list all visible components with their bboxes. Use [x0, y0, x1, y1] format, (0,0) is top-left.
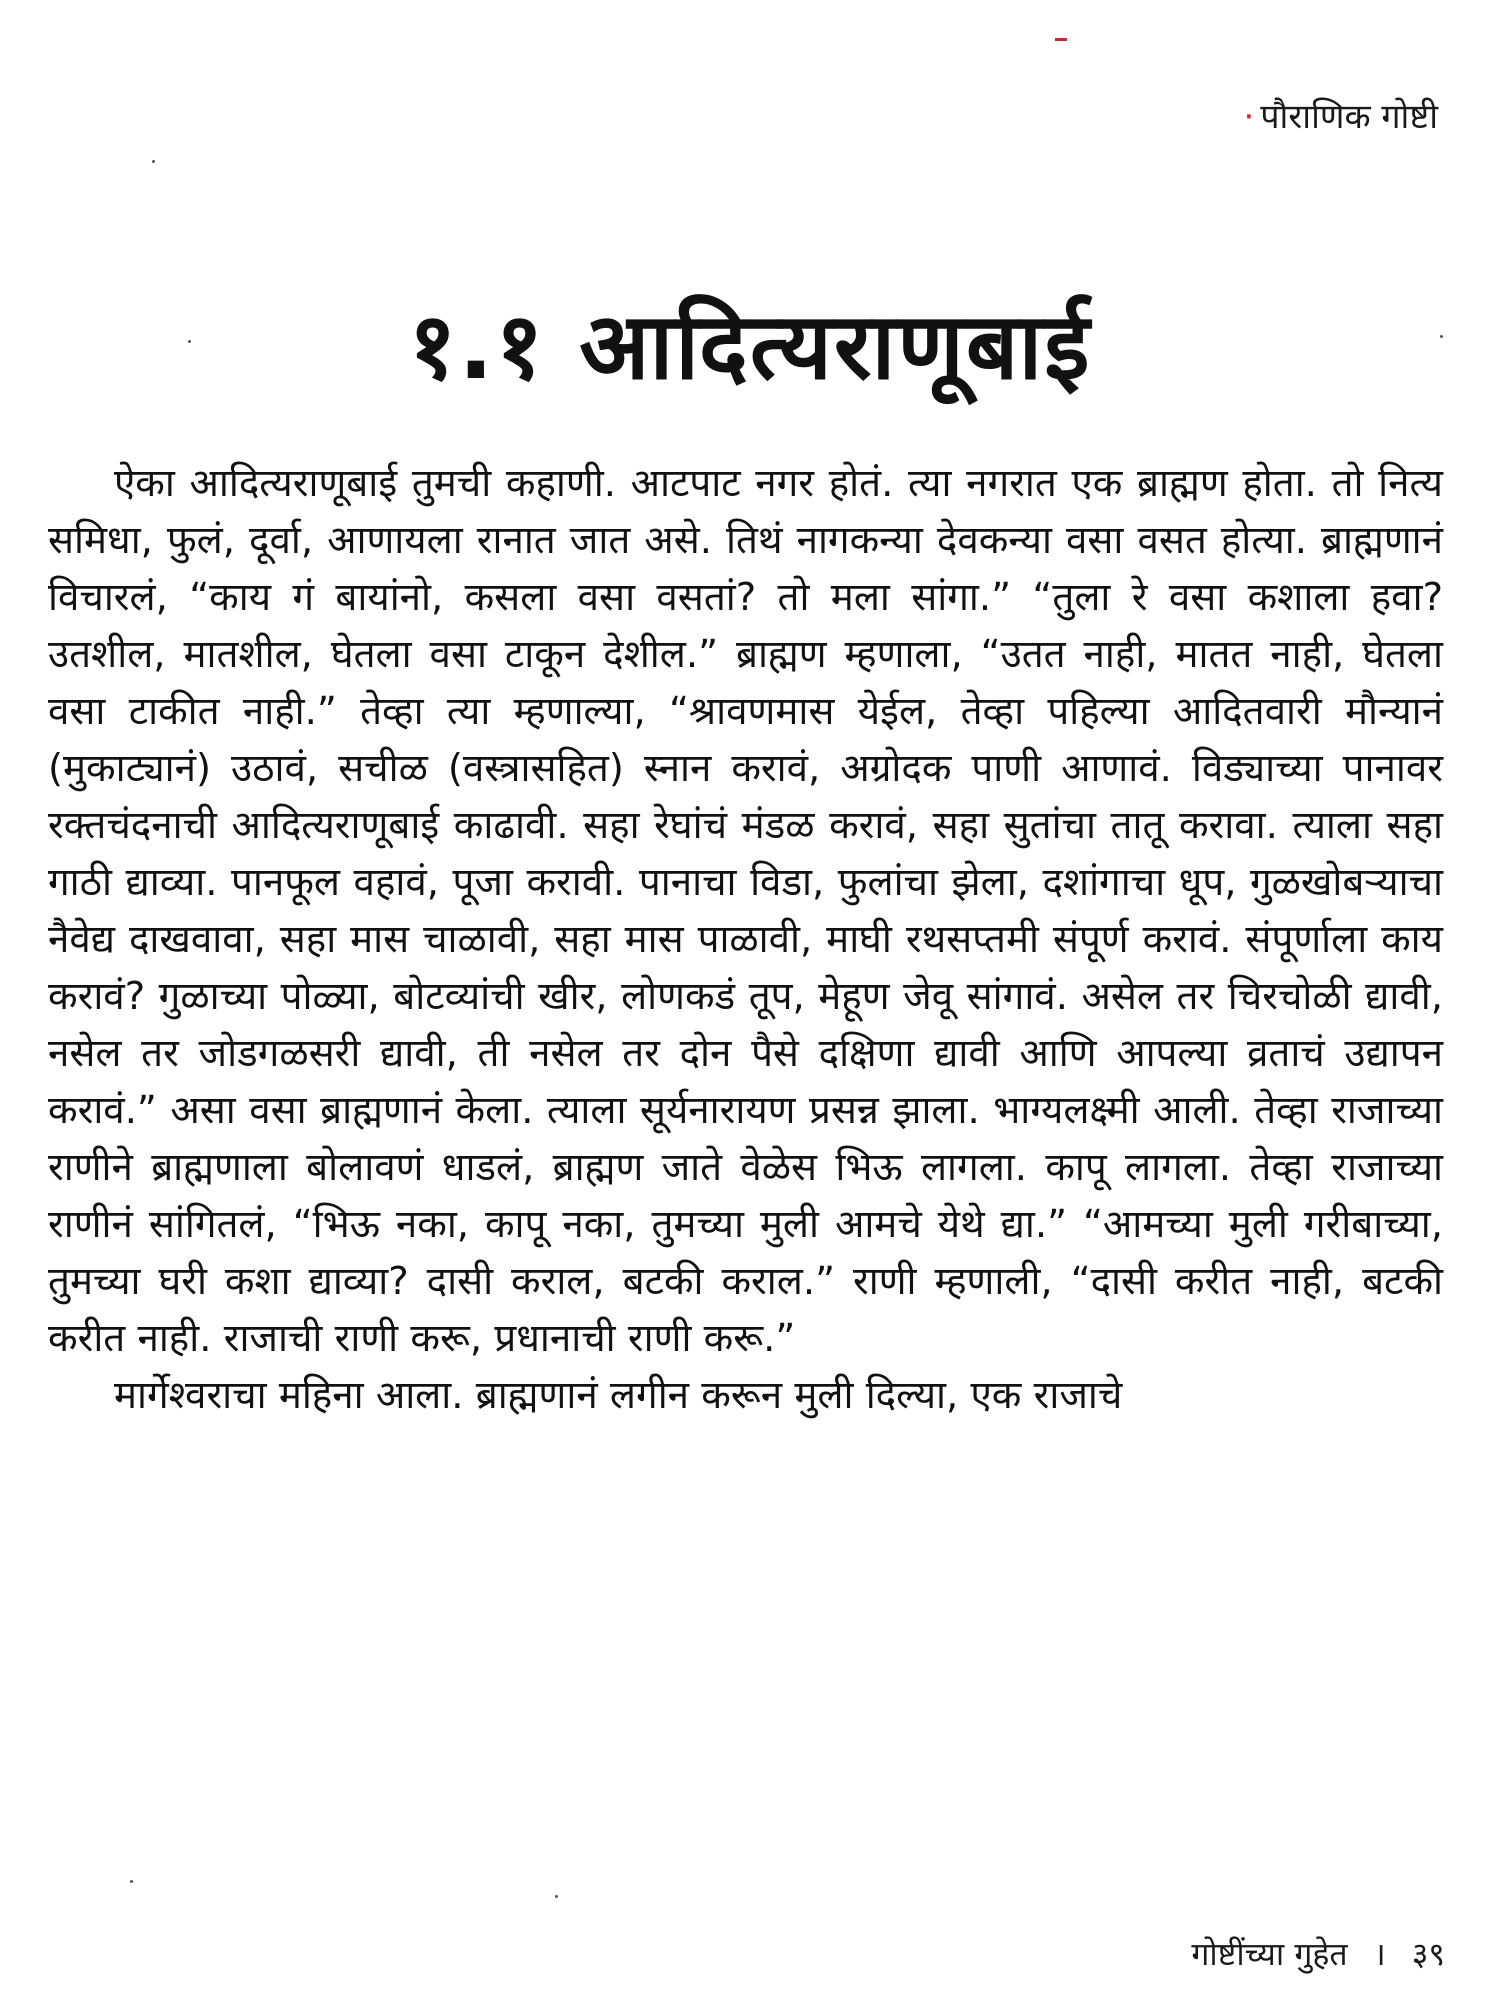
book-title: गोष्टींच्या गुहेत	[1191, 1935, 1348, 1973]
chapter-title: १.१ आदित्यराणूबाई	[408, 292, 1092, 400]
scan-speck	[152, 160, 155, 163]
scan-speck	[188, 340, 191, 343]
page-footer	[1191, 1932, 1445, 1975]
scan-speck	[1440, 335, 1443, 338]
page-number: ३९	[1411, 1935, 1445, 1973]
red-ink-mark	[1055, 38, 1067, 41]
header-dash: ·	[1243, 97, 1255, 137]
footer-separator: ।	[1373, 1935, 1386, 1973]
section-label: पौराणिक गोष्टी	[1260, 97, 1438, 137]
scan-speck	[130, 1880, 133, 1883]
paragraph-1: ऐका आदित्यराणूबाई तुमची कहाणी. आटपाट नगर होतं. त्या नगरात एक ब्राह्मण होता. तो नित्य समिधा, फुलं, दूर्वा, आणायला रानात जात असे. तिथं नागकन्या देवकन्या वसा वसत होत्या. ब्राह्मणानं विचारलं, “काय गं बायांनो, कसला वसा वसतां? तो मला सांगा.” “तुला रे वसा कशाला हवा? उतशील, मातशील, घेतला वसा टाकून देशील.” ब्राह्मण म्हणाला, “उतत नाही, मातत नाही, घेतला वसा टाकीत नाही.” तेव्हा त्या म्हणाल्या, “श्रावणमास येईल, तेव्हा पहिल्या आदितवारी मौन्यानं (मुकाट्यानं) उठावं, सचीळ (वस्त्रासहित) स्नान करावं, अग्रोदक पाणी आणावं. विड्याच्या पानावर रक्तचंदनाची आदित्यराणूबाई काढावी. सहा रेघांचं मंडळ करावं, सहा सुतांचा तातू करावा. त्याला सहा गाठी द्याव्या. पानफूल वहावं, पूजा करावी. पानाचा विडा, फुलांचा झेला, दशांगाचा धूप, गुळखोबऱ्याचा नैवेद्य दाखवावा, सहा मास चाळावी, सहा मास पाळावी, माघी रथसप्तमी संपूर्ण करावं. संपूर्णाला काय करावं? गुळाच्या पोळ्या, बोटव्यांची खीर, लोणकडं तूप, मेहूण जेवू सांगावं. असेल तर चिरचोळी द्यावी, नसेल तर जोडगळसरी द्यावी, ती नसेल तर दोन पैसे दक्षिणा द्यावी आणि आपल्या व्रताचं उद्यापन करावं.” असा वसा ब्राह्मणानं केला. त्याला सूर्यनारायण प्रसन्न झाला. भाग्यलक्ष्मी आली. तेव्हा राजाच्या राणीने ब्राह्मणाला बोलावणं धाडलं, ब्राह्मण जाते वेळेस भिऊ लागला. कापू लागला. तेव्हा राजाच्या राणीनं सांगितलं, “भिऊ नका, कापू नका, तुमच्या मुली आमचे येथे द्या.” “आमच्या मुली गरीबाच्या, तुमच्या घरी कशा द्याव्या? दासी कराल, बटकी कराल.” राणी म्हणाली, “दासी करीत नाही, बटकी करीत नाही. राजाची राणी करू, प्रधानाची राणी करू.”	[48, 461, 1443, 1361]
paragraph-2: मार्गेश्वराचा महिना आला. ब्राह्मणानं लगीन करून मुली दिल्या, एक राजाचे	[114, 1373, 1123, 1418]
scan-speck	[555, 1895, 558, 1898]
running-header	[1243, 92, 1438, 138]
story-body	[48, 455, 1443, 1424]
